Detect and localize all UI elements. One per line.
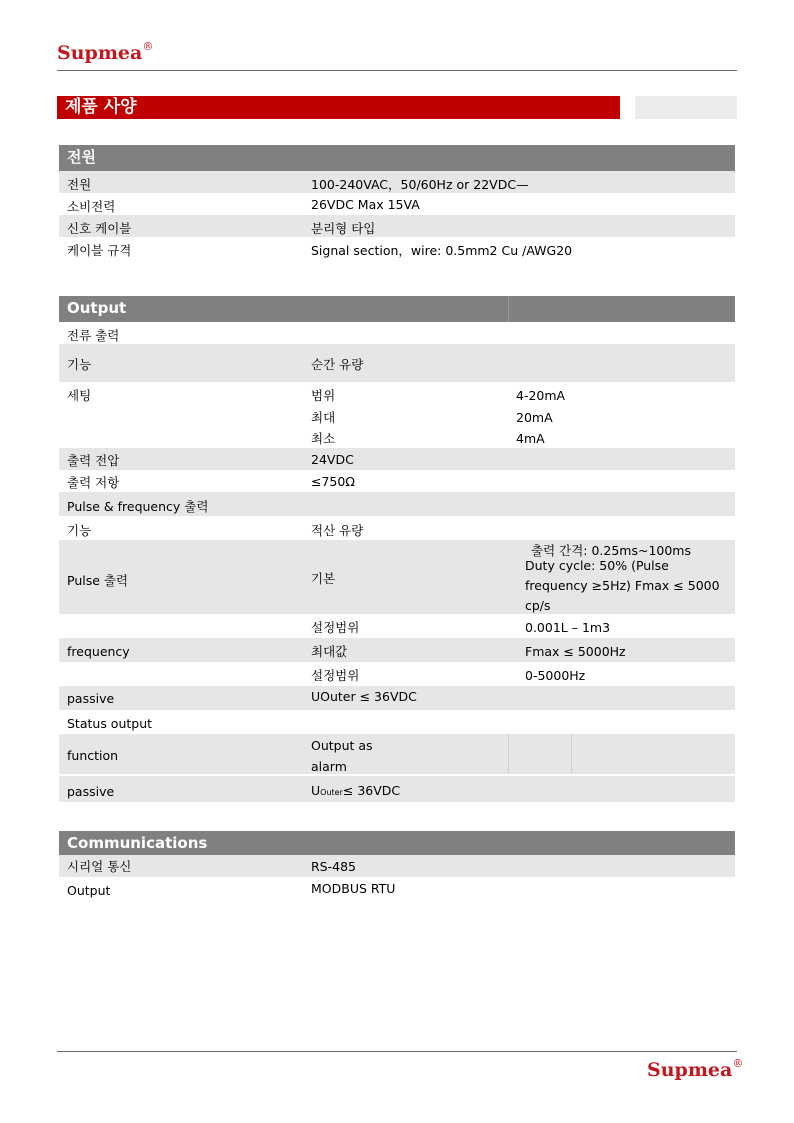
row-sublabel: 설정범위 [311, 668, 360, 683]
table-row [59, 877, 735, 901]
title-side-block [635, 96, 737, 119]
row-value: 출력 간격: 0.25ms~100ms [531, 543, 692, 558]
row-value: MODBUS RTU [311, 881, 396, 896]
table-row [59, 215, 735, 237]
row-value: Fmax ≤ 5000Hz [525, 644, 626, 659]
row-sublabel: 기본 [311, 571, 336, 586]
row-sublabel: 최대값 [311, 644, 348, 659]
table-row [59, 237, 735, 259]
brand-logo-top [57, 42, 153, 64]
table-row [59, 686, 735, 710]
row-label: 기능 [67, 357, 92, 372]
row-label: passive [67, 691, 115, 706]
row-value: 4-20mA [516, 388, 566, 403]
table-row [59, 470, 735, 492]
reg-mark: ® [142, 40, 154, 53]
row-value: RS-485 [311, 859, 356, 874]
row-label: function [67, 748, 119, 763]
brand-name: Supmea [647, 1059, 733, 1081]
row-value: 4mA [516, 431, 545, 446]
row-label: Pulse & frequency 출력 [67, 499, 209, 514]
reg-mark: ® [732, 1057, 744, 1070]
row-value: ≤750Ω [311, 474, 355, 489]
table-row [59, 322, 735, 344]
cell-divider [571, 734, 572, 774]
table-row [59, 448, 735, 470]
table-row [59, 516, 735, 540]
page-title: 제품 사양 [57, 96, 620, 119]
footer-rule [57, 1051, 737, 1052]
row-label: Pulse 출력 [67, 573, 129, 588]
table-row [59, 710, 735, 734]
row-value: 적산 유량 [311, 523, 364, 538]
row-value: 분리형 타입 [311, 221, 376, 236]
row-value: 0-5000Hz [525, 668, 586, 683]
row-label: 전원 [67, 177, 92, 192]
brand-logo-bottom [647, 1059, 743, 1081]
row-label: 세팅 [67, 388, 92, 403]
row-value: Signal section，wire: 0.5mm2 Cu /AWG20 [311, 243, 573, 258]
row-value: 24VDC [311, 452, 354, 467]
table-row [59, 492, 735, 516]
row-label: 출력 전압 [67, 453, 120, 468]
table-row [59, 171, 735, 193]
row-value: 0.001L – 1m3 [525, 620, 611, 635]
row-label: 기능 [67, 523, 92, 538]
row-label: 케이블 규격 [67, 243, 132, 258]
row-value: 26VDC Max 15VA [311, 197, 420, 212]
output-section-heading: Output [59, 296, 735, 322]
brand-name: Supmea [57, 42, 143, 64]
u-symbol: U [311, 783, 321, 798]
table-row [59, 855, 735, 877]
row-label: 소비전력 [67, 199, 116, 214]
row-value: 100-240VAC，50/60Hz or 22VDC— [311, 177, 529, 192]
row-value: 순간 유량 [311, 357, 364, 372]
row-sublabel: 최대 [311, 410, 336, 425]
row-value: UOuter ≤ 36VDC [311, 689, 417, 704]
row-value: Output as [311, 738, 373, 753]
comms-section-heading: Communications [59, 831, 735, 855]
table-row [59, 382, 735, 448]
row-label: passive [67, 784, 115, 799]
row-label: frequency [67, 644, 130, 659]
table-row [59, 614, 735, 638]
table-row [59, 662, 735, 686]
row-sublabel: 설정범위 [311, 620, 360, 635]
table-row [59, 734, 735, 774]
row-sublabel: 범위 [311, 388, 336, 403]
row-label: 전류 출력 [67, 328, 120, 343]
power-section-heading: 전원 [59, 145, 735, 171]
table-row [59, 638, 735, 662]
row-label: Status output [67, 716, 153, 731]
table-row [59, 540, 735, 614]
row-value [311, 783, 400, 798]
row-value: Duty cycle: 50% (Pulse frequency ≥5Hz) Fmax ≤ 5000 cp/s [525, 558, 720, 613]
table-row [59, 344, 735, 382]
table-row [59, 776, 735, 802]
row-label: 출력 저항 [67, 475, 120, 490]
u-subscript: Outer [320, 788, 343, 797]
row-label: 시리얼 통신 [67, 859, 132, 874]
row-label: Output [67, 883, 111, 898]
cell-divider [508, 734, 509, 774]
u-limit: ≤ 36VDC [342, 783, 401, 798]
output-heading-divider [508, 296, 509, 322]
row-value: alarm [311, 759, 347, 774]
header-rule [57, 70, 737, 71]
row-sublabel: 최소 [311, 431, 336, 446]
table-row [59, 193, 735, 215]
row-value: 20mA [516, 410, 553, 425]
row-label: 신호 케이블 [67, 221, 132, 236]
